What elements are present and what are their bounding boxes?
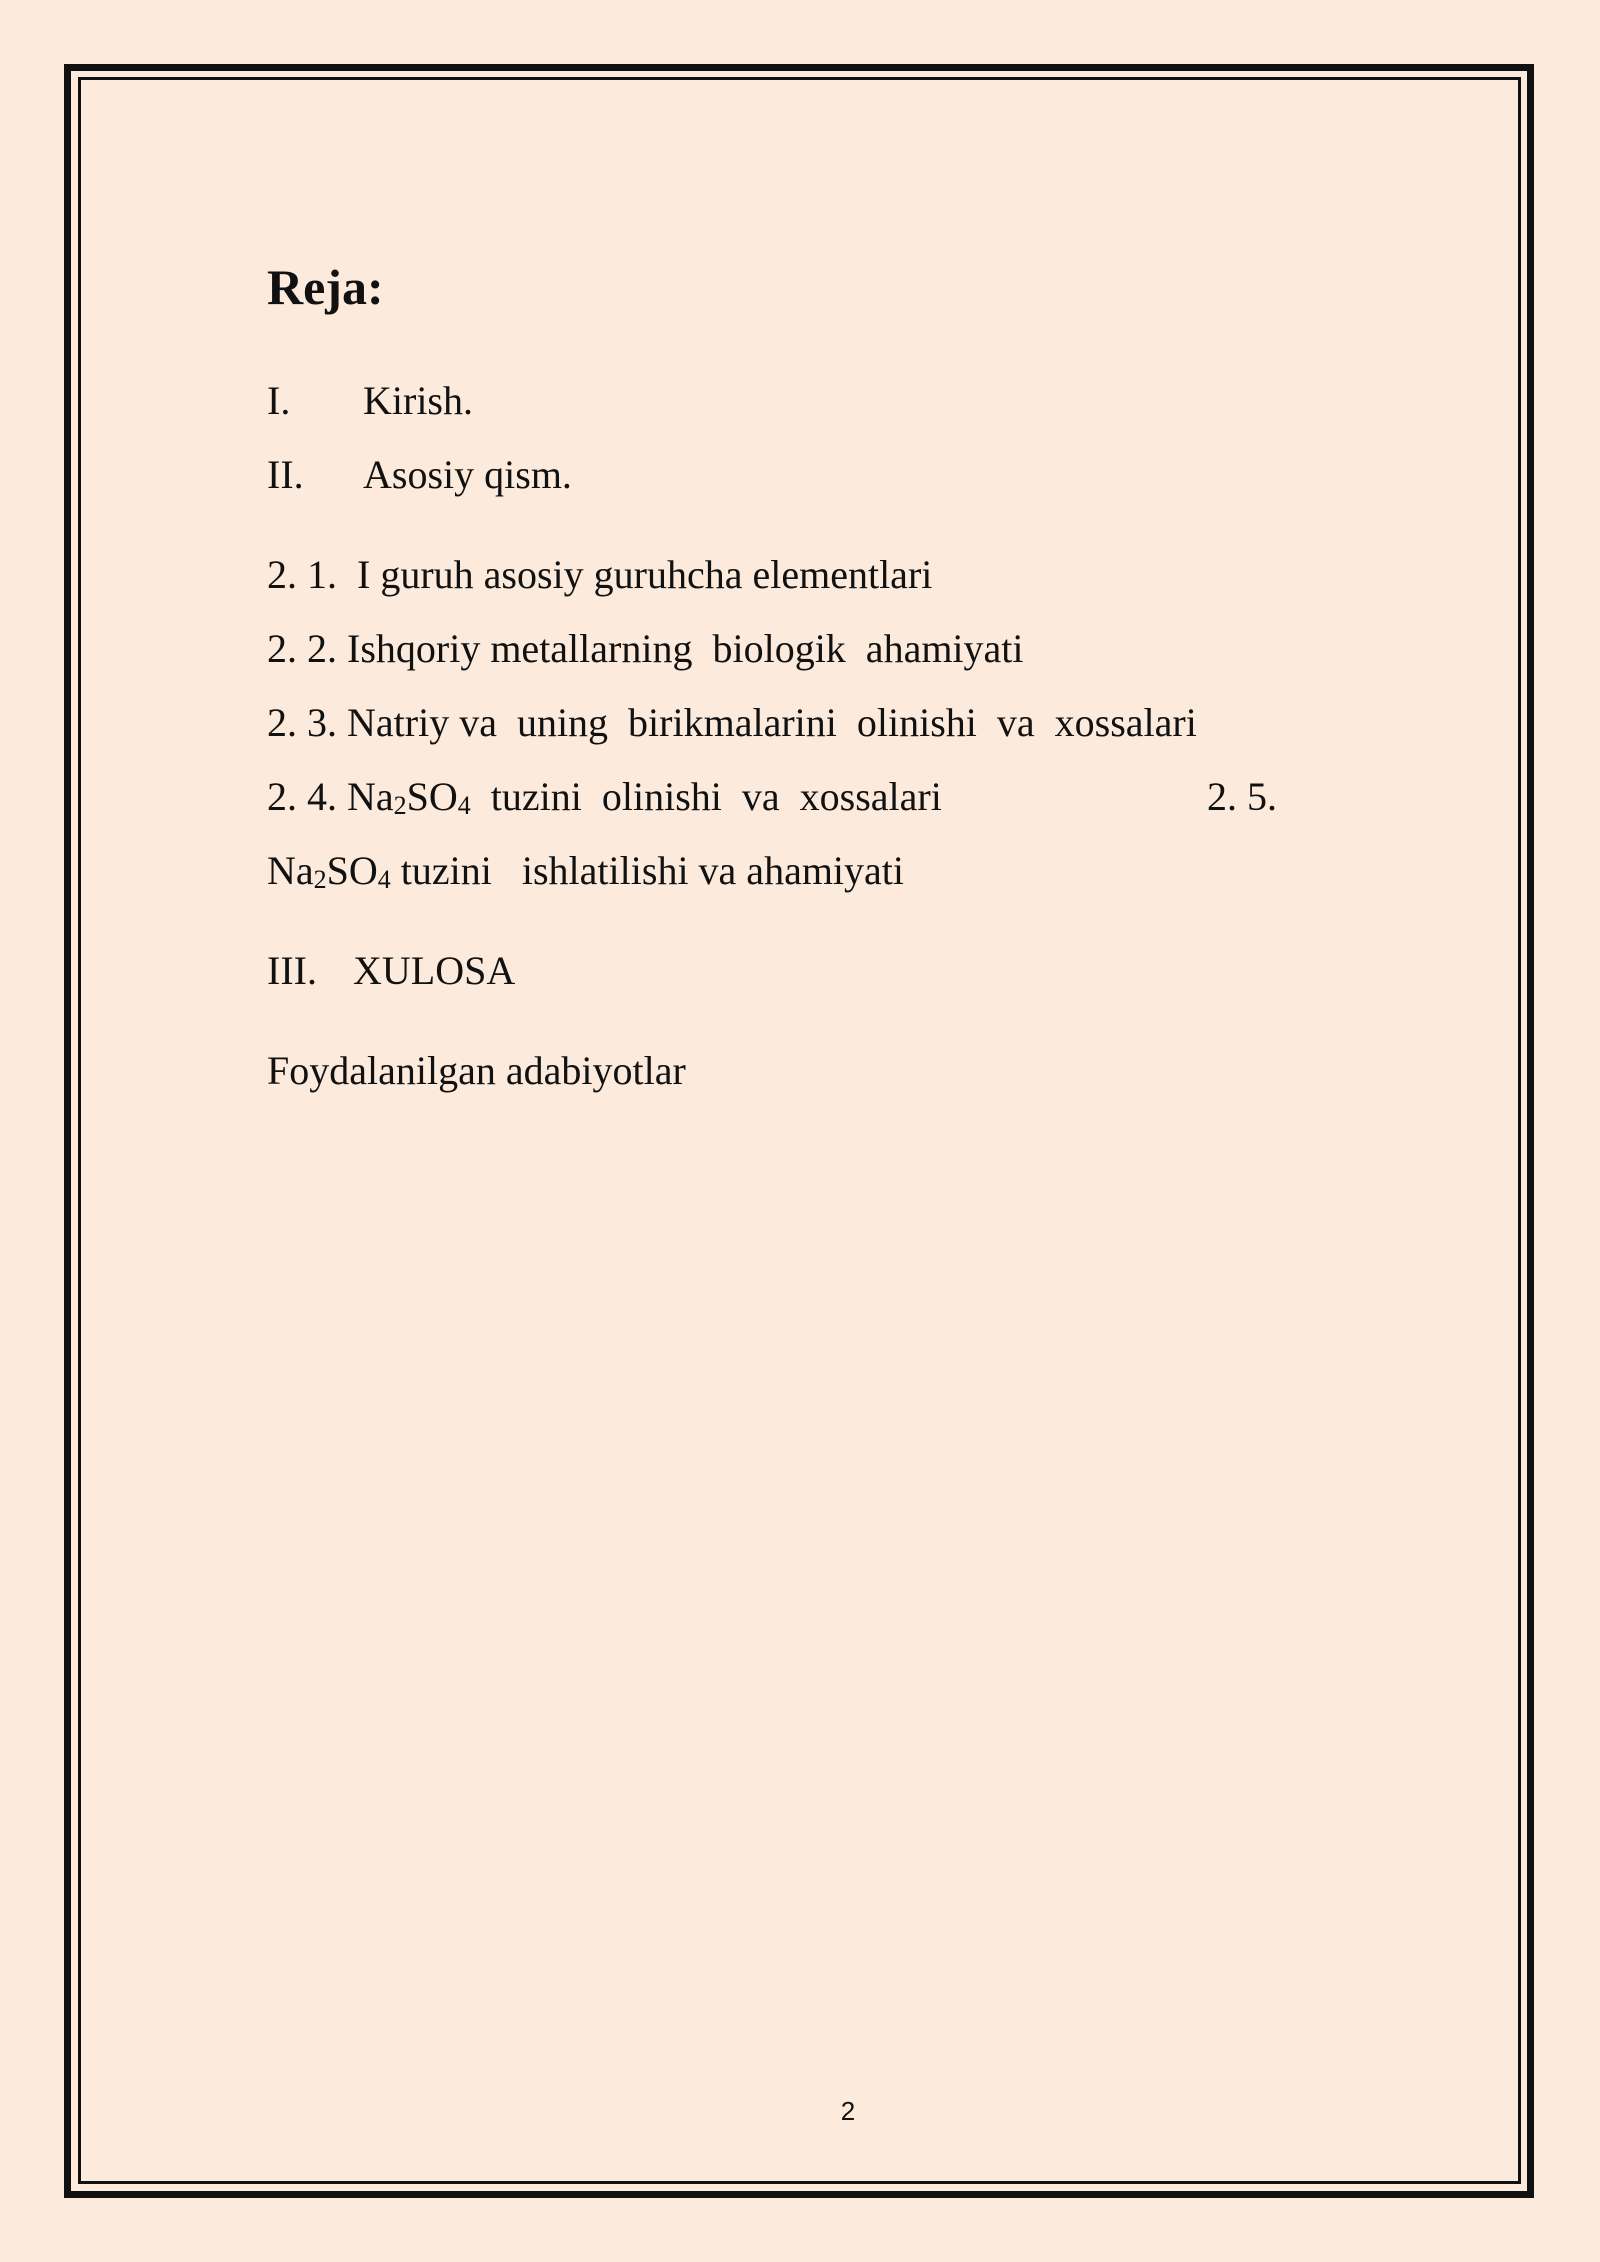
formula-part: 2. 4. Na: [267, 774, 394, 819]
plan-subitem-2-5: [267, 834, 1277, 908]
roman-numeral: III.: [267, 948, 317, 993]
page-title: Reja:: [267, 259, 384, 315]
formula-part: SO: [406, 774, 458, 819]
roman-numeral: II.: [267, 452, 304, 497]
plan-subitem-2-4: [267, 760, 1277, 834]
plan-subitem-2-3: 2. 3. Natriy va uning birikmalarini olinishi va xossalari: [267, 700, 1197, 745]
formula-part: Na: [267, 848, 314, 893]
plan-item-label: XULOSA: [353, 948, 516, 993]
subitem-text: tuzini olinishi va xossalari: [470, 774, 942, 819]
plan-subitem-2-5-number: 2. 5.: [1207, 774, 1277, 819]
plan-item-label: Kirish.: [363, 378, 473, 423]
formula-subscript: 4: [457, 791, 471, 820]
formula-subscript: 2: [393, 791, 407, 820]
plan-item-references: Foydalanilgan adabiyotlar: [267, 1048, 686, 1093]
formula-part: SO: [326, 848, 378, 893]
plan-subitem-2-2: 2. 2. Ishqoriy metallarning biologik ahamiyati: [267, 626, 1024, 671]
plan-subitem-2-1: 2. 1. I guruh asosiy guruhcha elementlari: [267, 552, 933, 597]
plan-item-conclusion: [267, 934, 1277, 1008]
subitem-text: tuzini ishlatilishi va ahamiyati: [390, 848, 905, 893]
plan-item-label: Asosiy qism.: [363, 452, 572, 497]
plan-item-introduction: [267, 364, 1277, 438]
roman-numeral: I.: [267, 378, 291, 423]
plan-content: [267, 259, 1277, 1108]
plan-item-main-part: [267, 438, 1277, 512]
page-number: 2: [840, 2096, 856, 2126]
formula-subscript: 4: [377, 865, 391, 894]
plan-subitem-2-4-text: [267, 760, 942, 834]
formula-subscript: 2: [313, 865, 327, 894]
